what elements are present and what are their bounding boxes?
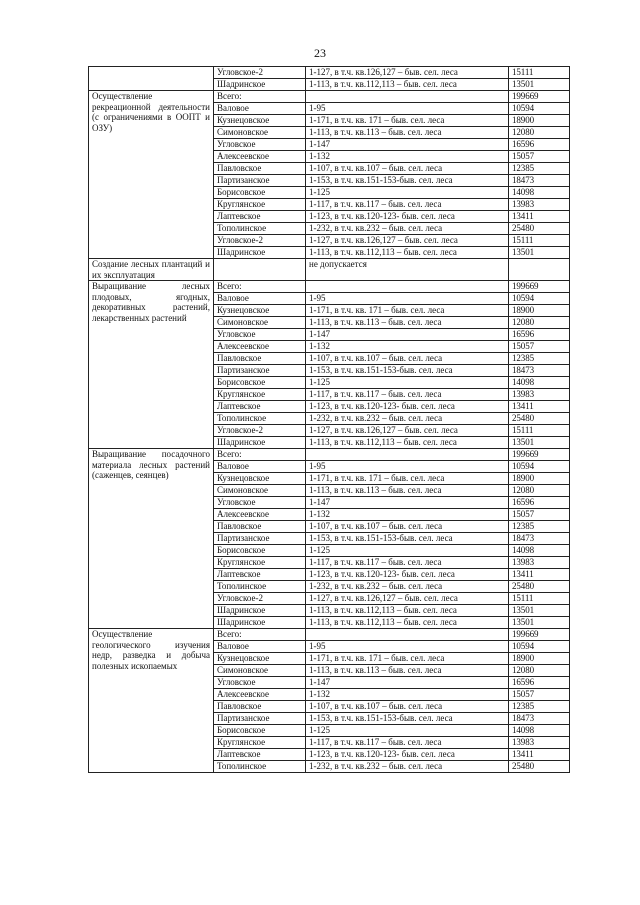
district-cell: Кузнецовское (214, 473, 306, 485)
value-cell: 13501 (509, 247, 570, 259)
district-cell: Борисовское (214, 187, 306, 199)
quarters-cell: 1-127, в т.ч. кв.126,127 – быв. сел. леса (306, 67, 509, 79)
value-cell: 25480 (509, 413, 570, 425)
district-cell: Шадринское (214, 247, 306, 259)
quarters-cell: 1-147 (306, 497, 509, 509)
value-cell: 14098 (509, 377, 570, 389)
quarters-cell: 1-117, в т.ч. кв.117 – быв. сел. леса (306, 199, 509, 211)
district-cell: Шадринское (214, 437, 306, 449)
value-cell: 18900 (509, 653, 570, 665)
district-cell: Круглянское (214, 199, 306, 211)
value-cell: 12385 (509, 353, 570, 365)
quarters-cell (306, 449, 509, 461)
page-number: 23 (314, 46, 326, 60)
district-cell: Симоновское (214, 317, 306, 329)
activity-cell: Осуществление рекреационной деятельности (с ограничениями в ООПТ и ОЗУ) (89, 91, 214, 259)
district-cell: Угловское (214, 329, 306, 341)
value-cell: 18473 (509, 713, 570, 725)
value-cell: 12385 (509, 701, 570, 713)
district-cell: Шадринское (214, 617, 306, 629)
value-cell: 13501 (509, 617, 570, 629)
quarters-cell: 1-113, в т.ч. кв.113 – быв. сел. леса (306, 485, 509, 497)
district-cell: Тополинское (214, 413, 306, 425)
value-cell: 12385 (509, 163, 570, 175)
quarters-cell: 1-123, в т.ч. кв.120-123- быв. сел. леса (306, 401, 509, 413)
district-cell: Угловское (214, 497, 306, 509)
value-cell: 13411 (509, 211, 570, 223)
district-cell: Борисовское (214, 545, 306, 557)
value-cell: 15111 (509, 593, 570, 605)
quarters-cell: 1-153, в т.ч. кв.151-153-быв. сел. леса (306, 175, 509, 187)
quarters-cell: 1-113, в т.ч. кв.113 – быв. сел. леса (306, 317, 509, 329)
district-cell: Тополинское (214, 581, 306, 593)
district-cell: Павловское (214, 701, 306, 713)
value-cell: 12080 (509, 485, 570, 497)
value-cell: 13411 (509, 749, 570, 761)
quarters-cell: 1-123, в т.ч. кв.120-123- быв. сел. леса (306, 749, 509, 761)
quarters-cell: 1-232, в т.ч. кв.232 – быв. сел. леса (306, 581, 509, 593)
district-cell: Борисовское (214, 377, 306, 389)
quarters-cell: 1-95 (306, 293, 509, 305)
value-cell: 10594 (509, 293, 570, 305)
quarters-cell: 1-113, в т.ч. кв.113 – быв. сел. леса (306, 665, 509, 677)
district-cell: Шадринское (214, 79, 306, 91)
value-cell: 15057 (509, 151, 570, 163)
value-cell: 18900 (509, 473, 570, 485)
district-cell: Алексеевское (214, 509, 306, 521)
district-cell: Павловское (214, 353, 306, 365)
district-cell: Алексеевское (214, 689, 306, 701)
district-cell (214, 259, 306, 281)
quarters-cell: 1-113, в т.ч. кв.113 – быв. сел. леса (306, 127, 509, 139)
value-cell (509, 259, 570, 281)
activity-cell (89, 67, 214, 91)
quarters-cell: 1-132 (306, 151, 509, 163)
quarters-cell: 1-95 (306, 461, 509, 473)
district-cell: Партизанское (214, 365, 306, 377)
district-cell: Валовое (214, 293, 306, 305)
quarters-cell: 1-171, в т.ч. кв. 171 – быв. сел. леса (306, 653, 509, 665)
value-cell: 199669 (509, 629, 570, 641)
district-cell: Павловское (214, 163, 306, 175)
value-cell: 12080 (509, 317, 570, 329)
district-cell: Всего: (214, 91, 306, 103)
value-cell: 15111 (509, 425, 570, 437)
quarters-cell: 1-113, в т.ч. кв.112,113 – быв. сел. леса (306, 605, 509, 617)
value-cell: 18473 (509, 365, 570, 377)
quarters-cell: 1-107, в т.ч. кв.107 – быв. сел. леса (306, 521, 509, 533)
value-cell: 13983 (509, 557, 570, 569)
district-cell: Лаптевское (214, 749, 306, 761)
table-row (89, 91, 570, 103)
quarters-cell: 1-171, в т.ч. кв. 171 – быв. сел. леса (306, 305, 509, 317)
quarters-cell: 1-107, в т.ч. кв.107 – быв. сел. леса (306, 353, 509, 365)
value-cell: 13501 (509, 79, 570, 91)
value-cell: 18900 (509, 305, 570, 317)
value-cell: 25480 (509, 761, 570, 773)
value-cell: 15111 (509, 67, 570, 79)
district-cell: Симоновское (214, 665, 306, 677)
quarters-cell: 1-125 (306, 377, 509, 389)
activity-cell: Выращивание лесных плодовых, ягодных, декоративных растений, лекарственных растений (89, 281, 214, 449)
district-cell: Угловское-2 (214, 593, 306, 605)
table-row (89, 449, 570, 461)
value-cell: 14098 (509, 545, 570, 557)
value-cell: 10594 (509, 641, 570, 653)
quarters-cell: 1-232, в т.ч. кв.232 – быв. сел. леса (306, 761, 509, 773)
value-cell: 10594 (509, 103, 570, 115)
value-cell: 10594 (509, 461, 570, 473)
table-row (89, 67, 570, 79)
district-cell: Всего: (214, 629, 306, 641)
quarters-cell: 1-132 (306, 341, 509, 353)
forest-use-table (88, 66, 570, 773)
district-cell: Лаптевское (214, 211, 306, 223)
district-cell: Тополинское (214, 223, 306, 235)
quarters-cell (306, 91, 509, 103)
quarters-cell: 1-171, в т.ч. кв. 171 – быв. сел. леса (306, 473, 509, 485)
value-cell: 12080 (509, 665, 570, 677)
value-cell: 13411 (509, 401, 570, 413)
value-cell: 13983 (509, 737, 570, 749)
value-cell: 14098 (509, 725, 570, 737)
value-cell: 16596 (509, 677, 570, 689)
district-cell: Круглянское (214, 557, 306, 569)
activity-cell: Выращивание посадочного материала лесных растений (саженцев, сеянцев) (89, 449, 214, 629)
table-row (89, 281, 570, 293)
quarters-cell: 1-113, в т.ч. кв.112,113 – быв. сел. леса (306, 437, 509, 449)
value-cell: 15057 (509, 509, 570, 521)
activity-cell: Создание лесных плантаций и их эксплуатация (89, 259, 214, 281)
quarters-cell: 1-232, в т.ч. кв.232 – быв. сел. леса (306, 413, 509, 425)
quarters-cell: 1-153, в т.ч. кв.151-153-быв. сел. леса (306, 365, 509, 377)
table-row (89, 629, 570, 641)
district-cell: Валовое (214, 461, 306, 473)
table-row (89, 259, 570, 281)
value-cell: 25480 (509, 581, 570, 593)
quarters-cell: 1-147 (306, 139, 509, 151)
value-cell: 18900 (509, 115, 570, 127)
value-cell: 13983 (509, 199, 570, 211)
value-cell: 15057 (509, 341, 570, 353)
district-cell: Угловское-2 (214, 67, 306, 79)
value-cell: 15111 (509, 235, 570, 247)
quarters-cell: 1-232, в т.ч. кв.232 – быв. сел. леса (306, 223, 509, 235)
value-cell: 16596 (509, 329, 570, 341)
value-cell: 16596 (509, 139, 570, 151)
value-cell: 12385 (509, 521, 570, 533)
activity-cell: Осуществление геологического изучения недр, разведка и добыча полезных ископаемых (89, 629, 214, 773)
district-cell: Партизанское (214, 175, 306, 187)
value-cell: 18473 (509, 533, 570, 545)
value-cell: 13501 (509, 437, 570, 449)
district-cell: Лаптевское (214, 401, 306, 413)
quarters-cell: 1-123, в т.ч. кв.120-123- быв. сел. леса (306, 569, 509, 581)
value-cell: 199669 (509, 449, 570, 461)
district-cell: Тополинское (214, 761, 306, 773)
district-cell: Алексеевское (214, 151, 306, 163)
district-cell: Кузнецовское (214, 115, 306, 127)
quarters-cell: 1-127, в т.ч. кв.126,127 – быв. сел. леса (306, 593, 509, 605)
quarters-cell (306, 281, 509, 293)
quarters-cell: 1-117, в т.ч. кв.117 – быв. сел. леса (306, 389, 509, 401)
district-cell: Алексеевское (214, 341, 306, 353)
quarters-cell: 1-95 (306, 641, 509, 653)
quarters-cell (306, 629, 509, 641)
value-cell: 16596 (509, 497, 570, 509)
quarters-cell: 1-127, в т.ч. кв.126,127 – быв. сел. леса (306, 235, 509, 247)
quarters-cell: 1-125 (306, 545, 509, 557)
district-cell: Всего: (214, 449, 306, 461)
quarters-cell: 1-125 (306, 187, 509, 199)
district-cell: Симоновское (214, 127, 306, 139)
district-cell: Лаптевское (214, 569, 306, 581)
note-cell: не допускается (306, 259, 509, 281)
district-cell: Валовое (214, 103, 306, 115)
quarters-cell: 1-117, в т.ч. кв.117 – быв. сел. леса (306, 737, 509, 749)
district-cell: Партизанское (214, 713, 306, 725)
district-cell: Борисовское (214, 725, 306, 737)
district-cell: Угловское (214, 677, 306, 689)
quarters-cell: 1-153, в т.ч. кв.151-153-быв. сел. леса (306, 533, 509, 545)
quarters-cell: 1-147 (306, 677, 509, 689)
district-cell: Партизанское (214, 533, 306, 545)
district-cell: Круглянское (214, 737, 306, 749)
quarters-cell: 1-107, в т.ч. кв.107 – быв. сел. леса (306, 163, 509, 175)
district-cell: Угловское (214, 139, 306, 151)
value-cell: 15057 (509, 689, 570, 701)
value-cell: 199669 (509, 91, 570, 103)
district-cell: Симоновское (214, 485, 306, 497)
quarters-cell: 1-171, в т.ч. кв. 171 – быв. сел. леса (306, 115, 509, 127)
district-cell: Всего: (214, 281, 306, 293)
quarters-cell: 1-132 (306, 509, 509, 521)
value-cell: 18473 (509, 175, 570, 187)
quarters-cell: 1-127, в т.ч. кв.126,127 – быв. сел. леса (306, 425, 509, 437)
value-cell: 13411 (509, 569, 570, 581)
district-cell: Павловское (214, 521, 306, 533)
district-cell: Кузнецовское (214, 653, 306, 665)
quarters-cell: 1-113, в т.ч. кв.112,113 – быв. сел. леса (306, 617, 509, 629)
value-cell: 13983 (509, 389, 570, 401)
value-cell: 199669 (509, 281, 570, 293)
quarters-cell: 1-95 (306, 103, 509, 115)
quarters-cell: 1-123, в т.ч. кв.120-123- быв. сел. леса (306, 211, 509, 223)
quarters-cell: 1-132 (306, 689, 509, 701)
quarters-cell: 1-147 (306, 329, 509, 341)
quarters-cell: 1-107, в т.ч. кв.107 – быв. сел. леса (306, 701, 509, 713)
quarters-cell: 1-153, в т.ч. кв.151-153-быв. сел. леса (306, 713, 509, 725)
quarters-cell: 1-113, в т.ч. кв.112,113 – быв. сел. леса (306, 247, 509, 259)
value-cell: 12080 (509, 127, 570, 139)
district-cell: Кузнецовское (214, 305, 306, 317)
quarters-cell: 1-113, в т.ч. кв.112,113 – быв. сел. леса (306, 79, 509, 91)
district-cell: Шадринское (214, 605, 306, 617)
quarters-cell: 1-125 (306, 725, 509, 737)
district-cell: Круглянское (214, 389, 306, 401)
district-cell: Угловское-2 (214, 425, 306, 437)
value-cell: 25480 (509, 223, 570, 235)
district-cell: Угловское-2 (214, 235, 306, 247)
value-cell: 13501 (509, 605, 570, 617)
value-cell: 14098 (509, 187, 570, 199)
district-cell: Валовое (214, 641, 306, 653)
table-body (89, 67, 570, 773)
quarters-cell: 1-117, в т.ч. кв.117 – быв. сел. леса (306, 557, 509, 569)
